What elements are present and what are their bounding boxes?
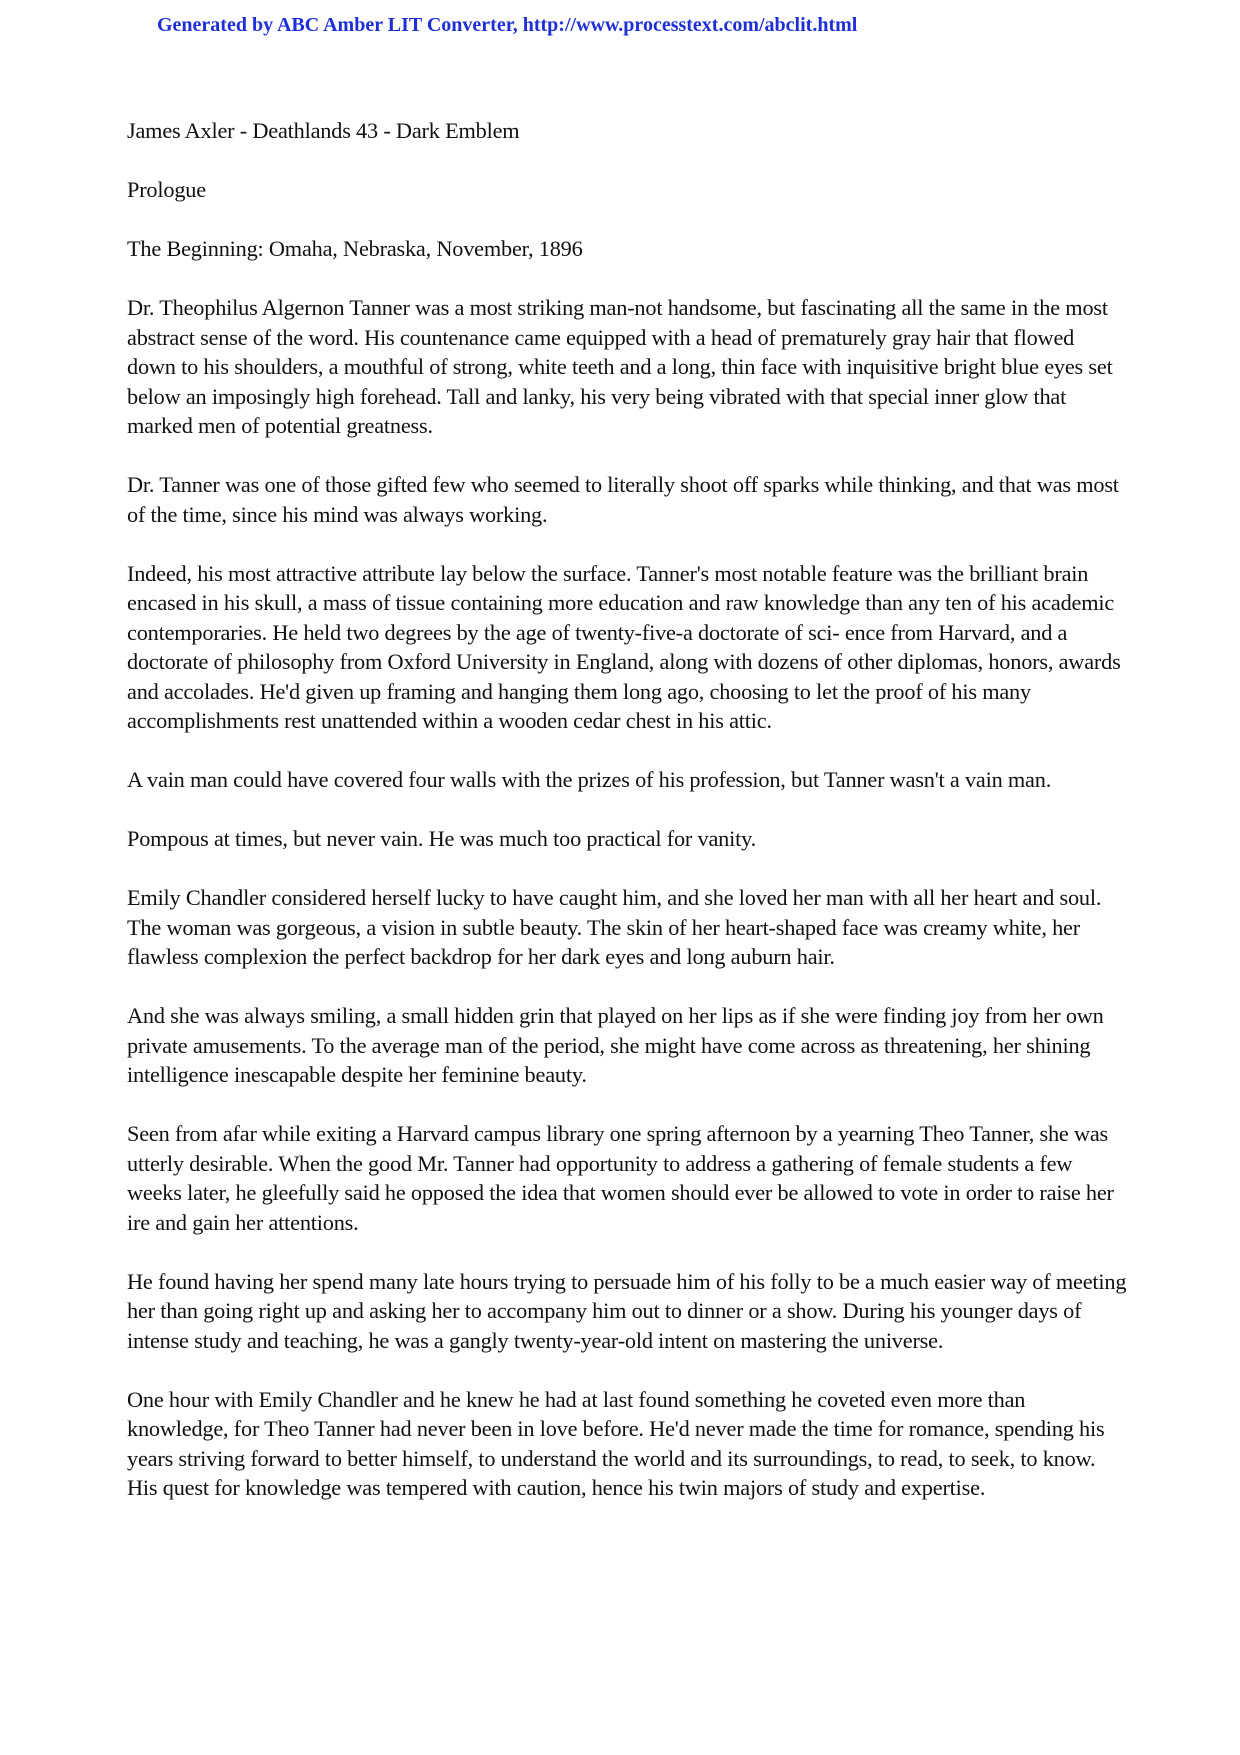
- document-body: [127, 116, 1127, 1532]
- paragraph: Dr. Tanner was one of those gifted few who seemed to literally shoot off sparks while thinking, and that was most of the time, since his mind was always working.: [127, 472, 1119, 527]
- paragraph: A vain man could have covered four walls with the prizes of his profession, but Tanner wasn't a vain man.: [127, 767, 1052, 792]
- paragraph: And she was always smiling, a small hidden grin that played on her lips as if she were finding joy from her own private amusements. To the average man of the period, she might have come across as threatening, her shining intelligence inescapable despite her feminine beauty.: [127, 1003, 1104, 1087]
- paragraph: One hour with Emily Chandler and he knew he had at last found something he coveted even more than knowledge, for Theo Tanner had never been in love before. He'd never made the time for romance, spending his years striving forward to better himself, to understand the world and its surroundings, to read, to seek, to know. His quest for knowledge was tempered with caution, hence his twin majors of study and expertise.: [127, 1386, 1105, 1500]
- paragraph: Indeed, his most attractive attribute lay below the surface. Tanner's most notable feature was the brilliant brain encased in his skull, a mass of tissue containing more education and raw knowledge than any ten of his academic contemporaries. He held two degrees by the age of twenty-five-a doctorate of sci- ence from Harvard, and a doctorate of philosophy from Oxford University in England, along with dozens of other diplomas, honors, awards and accolades. He'd given up framing and hanging them long ago, choosing to let the proof of his many accomplishments rest unattended within a wooden cedar chest in his attic.: [127, 560, 1121, 733]
- chapter-subtitle: The Beginning: Omaha, Nebraska, November, 1896: [127, 236, 583, 261]
- paragraph: He found having her spend many late hours trying to persuade him of his folly to be a much easier way of meeting her than going right up and asking her to accompany him out to dinner or a show. During his younger days of intense study and teaching, he was a gangly twenty-year-old intent on mastering the universe.: [127, 1268, 1127, 1353]
- converter-header-link[interactable]: Generated by ABC Amber LIT Converter, http://www.processtext.com/abclit.html: [157, 14, 858, 36]
- chapter-heading: Prologue: [127, 177, 206, 202]
- paragraph: Pompous at times, but never vain. He was much too practical for vanity.: [127, 826, 756, 851]
- paragraph: Emily Chandler considered herself lucky to have caught him, and she loved her man with all her heart and soul. The woman was gorgeous, a vision in subtle beauty. The skin of her heart-shaped face was creamy white, her flawless complexion the perfect backdrop for her dark eyes and long auburn hair.: [127, 885, 1102, 969]
- book-title: James Axler - Deathlands 43 - Dark Emblem: [127, 118, 520, 143]
- paragraph: Seen from afar while exiting a Harvard campus library one spring afternoon by a yearning Theo Tanner, she was utterly desirable. When the good Mr. Tanner had opportunity to address a gathering of female students a few weeks later, he gleefully said he opposed the idea that women should ever be allowed to vote in order to raise her ire and gain her attentions.: [127, 1121, 1114, 1235]
- paragraph: Dr. Theophilus Algernon Tanner was a most striking man-not handsome, but fascinating all the same in the most abstract sense of the word. His countenance came equipped with a head of prematurely gray hair that flowed down to his shoulders, a mouthful of strong, white teeth and a long, thin face with inquisitive bright blue eyes set below an imposingly high forehead. Tall and lanky, his very being vibrated with that special inner glow that marked men of potential greatness.: [127, 295, 1113, 438]
